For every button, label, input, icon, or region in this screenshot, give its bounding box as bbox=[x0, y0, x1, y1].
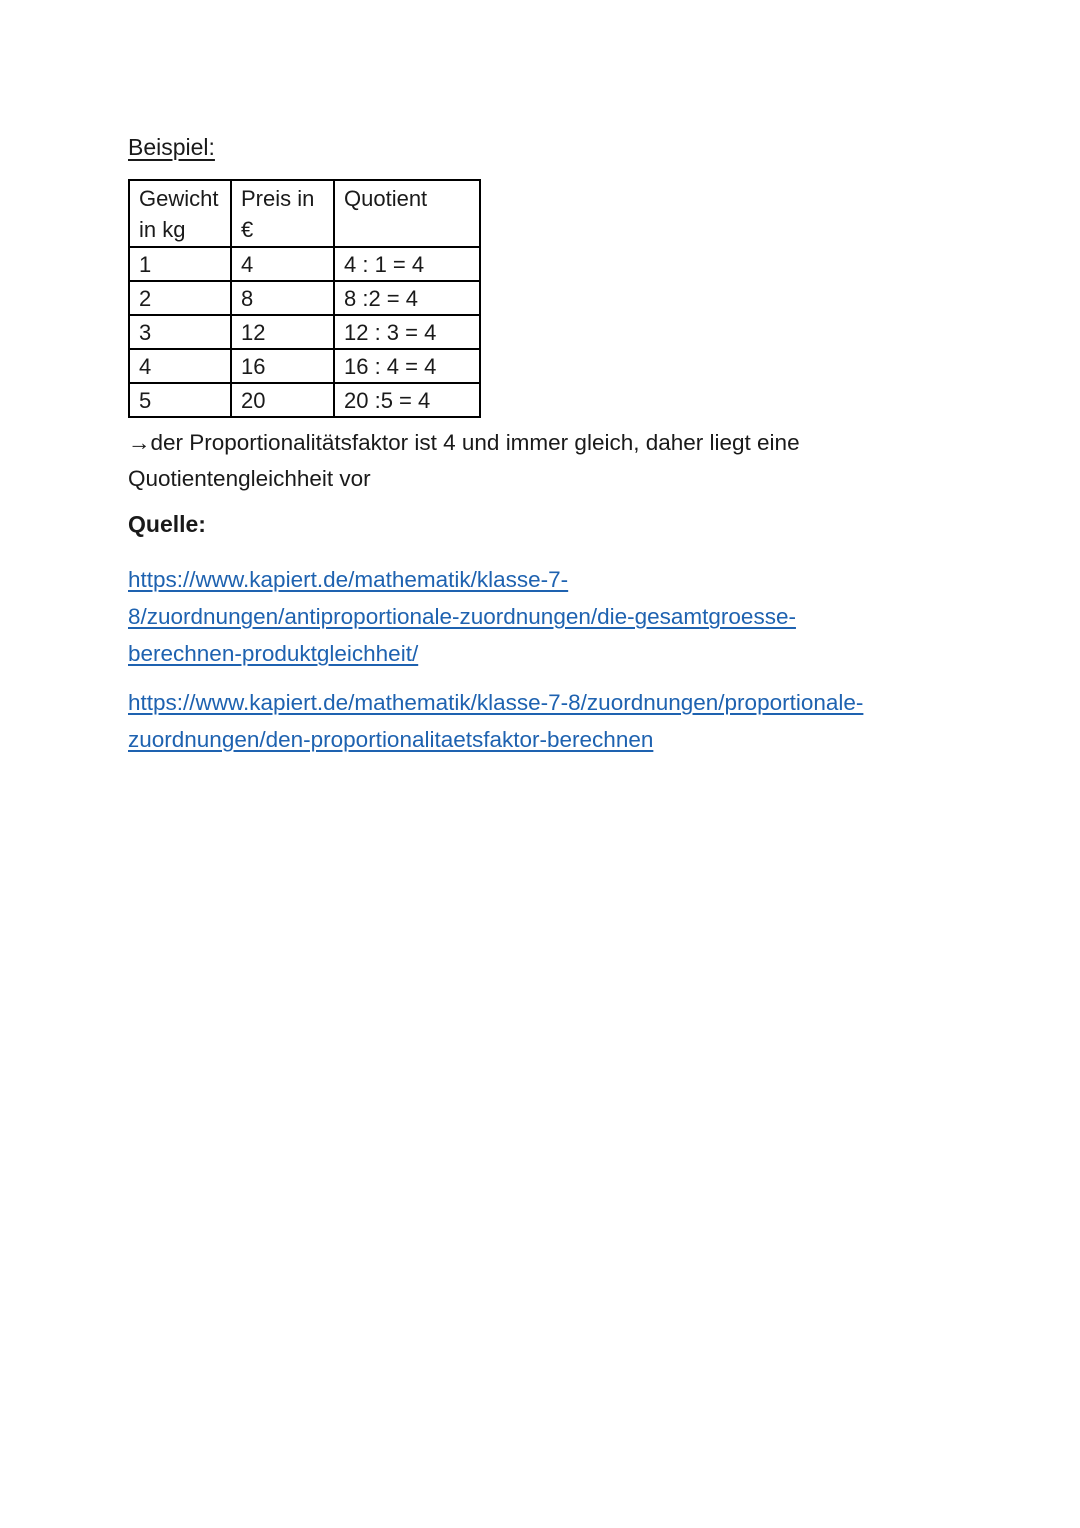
cell-quotient: 16 : 4 = 4 bbox=[334, 349, 480, 383]
col-header-quotient: Quotient bbox=[334, 180, 480, 247]
arrow-right-icon: → bbox=[128, 430, 151, 455]
heading-beispiel: Beispiel: bbox=[128, 134, 215, 160]
note-text: der Proportionalitätsfaktor ist 4 und immer gleich, daher liegt eine Quotientengleichheit vor bbox=[128, 430, 800, 491]
cell-preis: 4 bbox=[231, 247, 334, 281]
cell-gewicht: 3 bbox=[129, 315, 231, 349]
source-heading: Quelle: bbox=[128, 511, 206, 537]
source-link-antiproportionale-zuordnungen[interactable] bbox=[128, 561, 796, 672]
cell-preis: 12 bbox=[231, 315, 334, 349]
table-row bbox=[129, 349, 480, 383]
col-header-gewicht: Gewicht in kg bbox=[129, 180, 231, 247]
cell-preis: 20 bbox=[231, 383, 334, 417]
cell-quotient: 20 :5 = 4 bbox=[334, 383, 480, 417]
cell-quotient: 4 : 1 = 4 bbox=[334, 247, 480, 281]
link-line: 8/zuordnungen/antiproportionale-zuordnungen/die-gesamtgroesse- bbox=[128, 604, 796, 629]
note-paragraph bbox=[128, 425, 984, 497]
proportionality-table bbox=[128, 179, 481, 418]
cell-quotient: 8 :2 = 4 bbox=[334, 281, 480, 315]
cell-gewicht: 4 bbox=[129, 349, 231, 383]
table-row bbox=[129, 281, 480, 315]
cell-gewicht: 1 bbox=[129, 247, 231, 281]
cell-preis: 8 bbox=[231, 281, 334, 315]
table-row bbox=[129, 315, 480, 349]
cell-gewicht: 5 bbox=[129, 383, 231, 417]
link-line: berechnen-produktgleichheit/ bbox=[128, 641, 419, 666]
cell-gewicht: 2 bbox=[129, 281, 231, 315]
table-row bbox=[129, 383, 480, 417]
table-row bbox=[129, 247, 480, 281]
cell-preis: 16 bbox=[231, 349, 334, 383]
source-link-proportionale-zuordnungen[interactable] bbox=[128, 684, 863, 758]
link-line: https://www.kapiert.de/mathematik/klasse-7-8/zuordnungen/proportionale- bbox=[128, 690, 864, 715]
col-header-preis: Preis in € bbox=[231, 180, 334, 247]
link-line: https://www.kapiert.de/mathematik/klasse-7- bbox=[128, 567, 569, 592]
link-line: zuordnungen/den-proportionalitaetsfaktor-berechnen bbox=[128, 727, 654, 752]
cell-quotient: 12 : 3 = 4 bbox=[334, 315, 480, 349]
table-header-row bbox=[129, 180, 480, 247]
